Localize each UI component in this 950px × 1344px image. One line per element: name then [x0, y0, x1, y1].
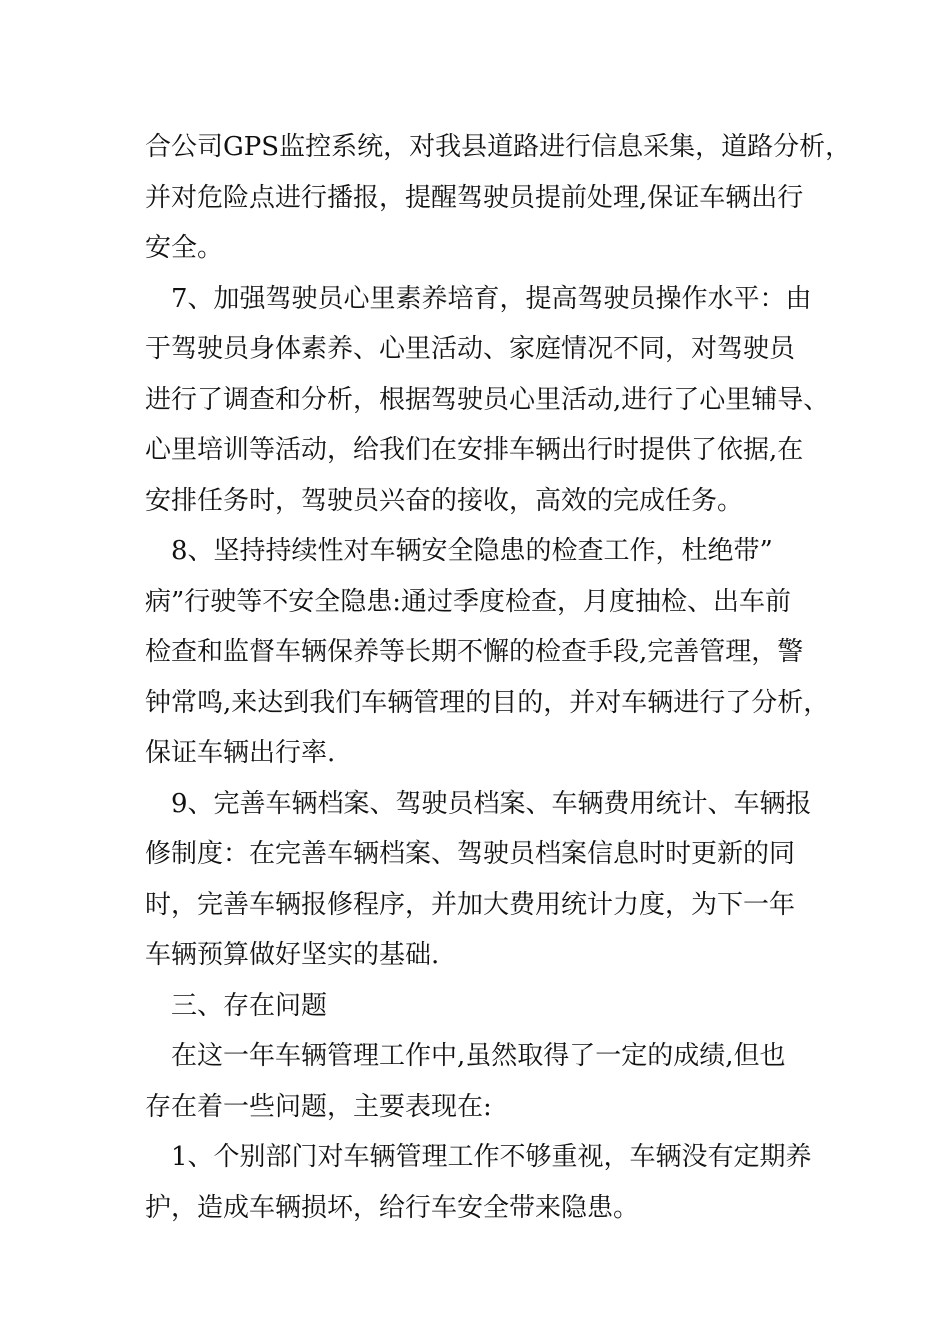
text-line: 修制度：在完善车辆档案、驾驶员档案信息时时更新的同 [145, 839, 796, 869]
text-line: 时，完善车辆报修程序，并加大费用统计力度，为下一年 [145, 889, 796, 920]
text-line: 7、加强驾驶员心里素养培育，提高驾驶员操作水平：由 [171, 283, 812, 314]
text-line: 三、存在问题 [171, 990, 328, 1021]
text-line: 保证车辆出行率. [145, 738, 336, 768]
text-line: 护，造成车辆损坏，给行车安全带来隐患。 [145, 1192, 640, 1223]
text-line: 在这一年车辆管理工作中,虽然取得了一定的成绩,但也 [171, 1041, 786, 1071]
text-line: 并对危险点进行播报，提醒驾驶员提前处理,保证车辆出行 [145, 182, 804, 213]
text-line: 于驾驶员身体素养、心里活动、家庭情况不同，对驾驶员 [145, 334, 796, 364]
text-line: 心里培训等活动，给我们在安排车辆出行时提供了依据,在 [145, 435, 804, 465]
text-line: 8、坚持持续性对车辆安全隐患的检查工作，杜绝带” [171, 536, 773, 566]
text-line: 9、完善车辆档案、驾驶员档案、车辆费用统计、车辆报 [171, 788, 812, 819]
text-line: 病”行驶等不安全隐患:通过季度检查，月度抽检、出车前 [145, 586, 792, 617]
text-line: 检查和监督车辆保养等长期不懈的检查手段,完善管理，警 [145, 637, 804, 667]
text-line: 车辆预算做好坚实的基础. [145, 940, 440, 970]
document-body [145, 122, 852, 1233]
text-line: 安排任务时，驾驶员兴奋的接收，高效的完成任务。 [145, 485, 744, 516]
text-line: 安全。 [145, 233, 224, 263]
text-line: 1、个别部门对车辆管理工作不够重视，车辆没有定期养 [171, 1142, 812, 1172]
text-line: 存在着一些问题，主要表现在: [145, 1091, 492, 1122]
text-line: 合公司GPS监控系统，对我县道路进行信息采集，道路分析， [145, 132, 852, 162]
text-line: 钟常鸣,来达到我们车辆管理的目的，并对车辆进行了分析， [145, 687, 830, 718]
text-line: 进行了调查和分析，根据驾驶员心里活动,进行了心里辅导、 [145, 384, 830, 415]
